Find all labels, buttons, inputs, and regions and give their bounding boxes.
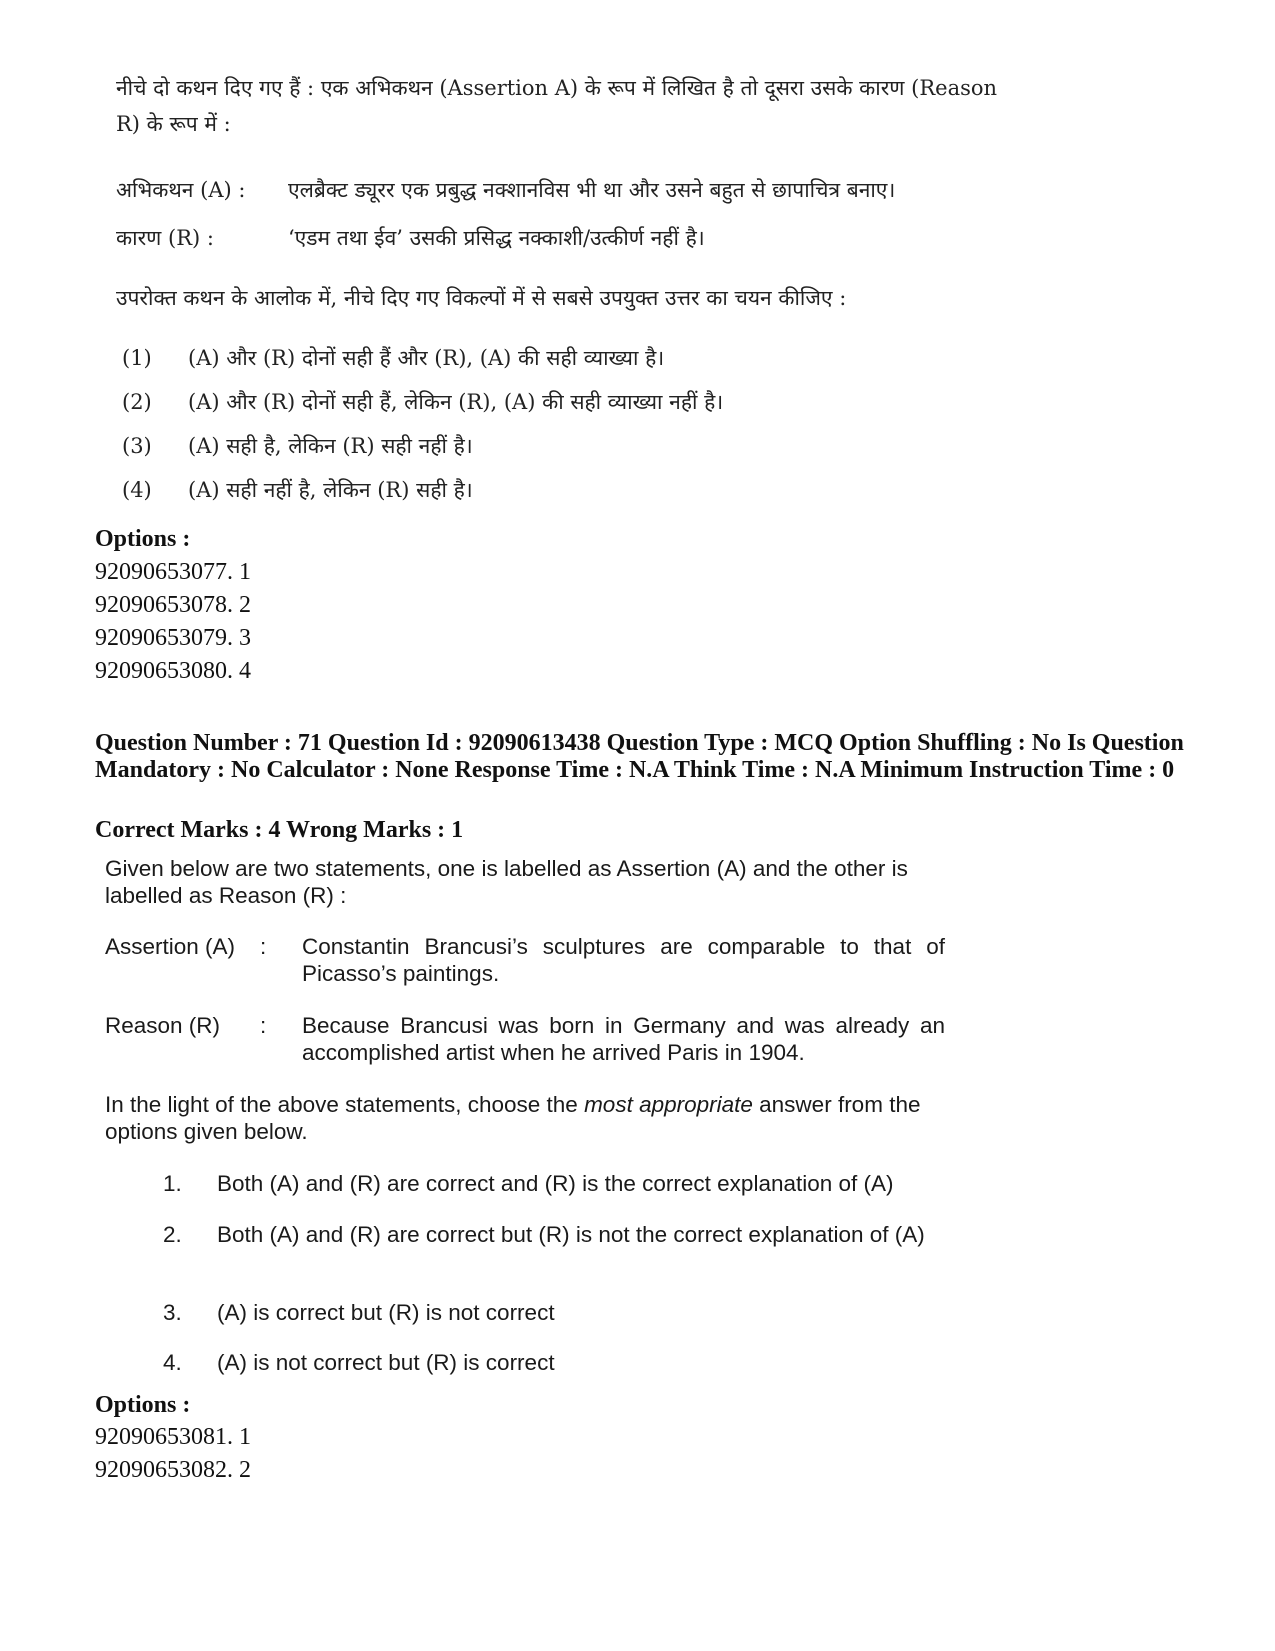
- english-reason-label: Reason (R): [105, 1013, 221, 1038]
- hindi-question-block: [116, 70, 1006, 502]
- hindi-intro: नीचे दो कथन दिए गए हैं : एक अभिकथन (Assertion A) के रूप में लिखित है तो दूसरा उसके कारण (Reason R) के रूप में :: [116, 76, 998, 136]
- hindi-assertion-label: अभिकथन (A) :: [116, 178, 246, 202]
- option-id-line: 92090653080. 4: [95, 658, 251, 684]
- english-option-number: 2.: [163, 1222, 182, 1247]
- english-reason-text: Because Brancusi was born in Germany and was already an accomplished artist when he arrived Paris in 1904.: [302, 1013, 945, 1065]
- english-assertion-label: Assertion (A): [105, 934, 236, 959]
- english-reason-colon: :: [260, 1013, 267, 1038]
- options-heading: Options :: [95, 1392, 191, 1418]
- hindi-option-number: (3): [122, 434, 152, 458]
- option-id-line: 92090653078. 2: [95, 592, 251, 618]
- option-id-line: 92090653079. 3: [95, 625, 251, 651]
- english-option-text: (A) is not correct but (R) is correct: [217, 1350, 555, 1375]
- hindi-assertion-text: एलब्रैक्ट ड्यूरर एक प्रबुद्ध नक्शानविस भी था और उसने बहुत से छापाचित्र बनाए।: [288, 178, 896, 202]
- english-option-number: 4.: [163, 1350, 182, 1375]
- hindi-reason-text: ‘एडम तथा ईव’ उसकी प्रसिद्ध नक्काशी/उत्कीर्ण नहीं है।: [288, 226, 705, 250]
- english-instruction-emphasis: most appropriate: [584, 1092, 753, 1117]
- hindi-option-number: (2): [122, 390, 152, 414]
- hindi-option-number: (4): [122, 478, 152, 502]
- english-option-number: 3.: [163, 1300, 182, 1325]
- english-instruction: [105, 1091, 945, 1145]
- hindi-option-number: (1): [122, 346, 152, 370]
- option-id-line: 92090653082. 2: [95, 1457, 251, 1483]
- english-option-text: (A) is correct but (R) is not correct: [217, 1300, 555, 1325]
- hindi-option-text: (A) सही नहीं है, लेकिन (R) सही है।: [188, 478, 473, 502]
- english-intro: Given below are two statements, one is labelled as Assertion (A) and the other is labelled as Reason (R) :: [105, 856, 908, 908]
- english-assertion-colon: :: [260, 934, 267, 959]
- options-heading: Options :: [95, 526, 191, 552]
- option-id-line: 92090653081. 1: [95, 1424, 251, 1450]
- hindi-option-text: (A) सही है, लेकिन (R) सही नहीं है।: [188, 434, 473, 458]
- english-assertion-text: Constantin Brancusi’s sculptures are comparable to that of Picasso’s paintings.: [302, 934, 945, 986]
- english-option-text: Both (A) and (R) are correct and (R) is the correct explanation of (A): [217, 1171, 894, 1196]
- english-option-number: 1.: [163, 1171, 182, 1196]
- hindi-instruction: उपरोक्त कथन के आलोक में, नीचे दिए गए विकल्पों में से सबसे उपयुक्त उत्तर का चयन कीजिए :: [116, 286, 847, 310]
- question-marks: Correct Marks : 4 Wrong Marks : 1: [95, 817, 464, 843]
- hindi-reason-label: कारण (R) :: [116, 226, 214, 250]
- english-instruction-post: answer from the options given below.: [105, 1092, 921, 1144]
- question-meta: Question Number : 71 Question Id : 92090613438 Question Type : MCQ Option Shuffling : No Is Question Mandatory : No Calculator : None Response Time : N.A Think Time : N.A Minimum Instruction Time : 0: [95, 730, 1184, 783]
- hindi-option-text: (A) और (R) दोनों सही हैं और (R), (A) की सही व्याख्या है।: [188, 346, 665, 370]
- english-instruction-pre: In the light of the above statements, choose the: [105, 1092, 585, 1117]
- hindi-option-text: (A) और (R) दोनों सही हैं, लेकिन (R), (A) की सही व्याख्या नहीं है।: [188, 390, 724, 414]
- english-option-text: Both (A) and (R) are correct but (R) is not the correct explanation of (A): [217, 1222, 925, 1247]
- option-id-line: 92090653077. 1: [95, 559, 251, 585]
